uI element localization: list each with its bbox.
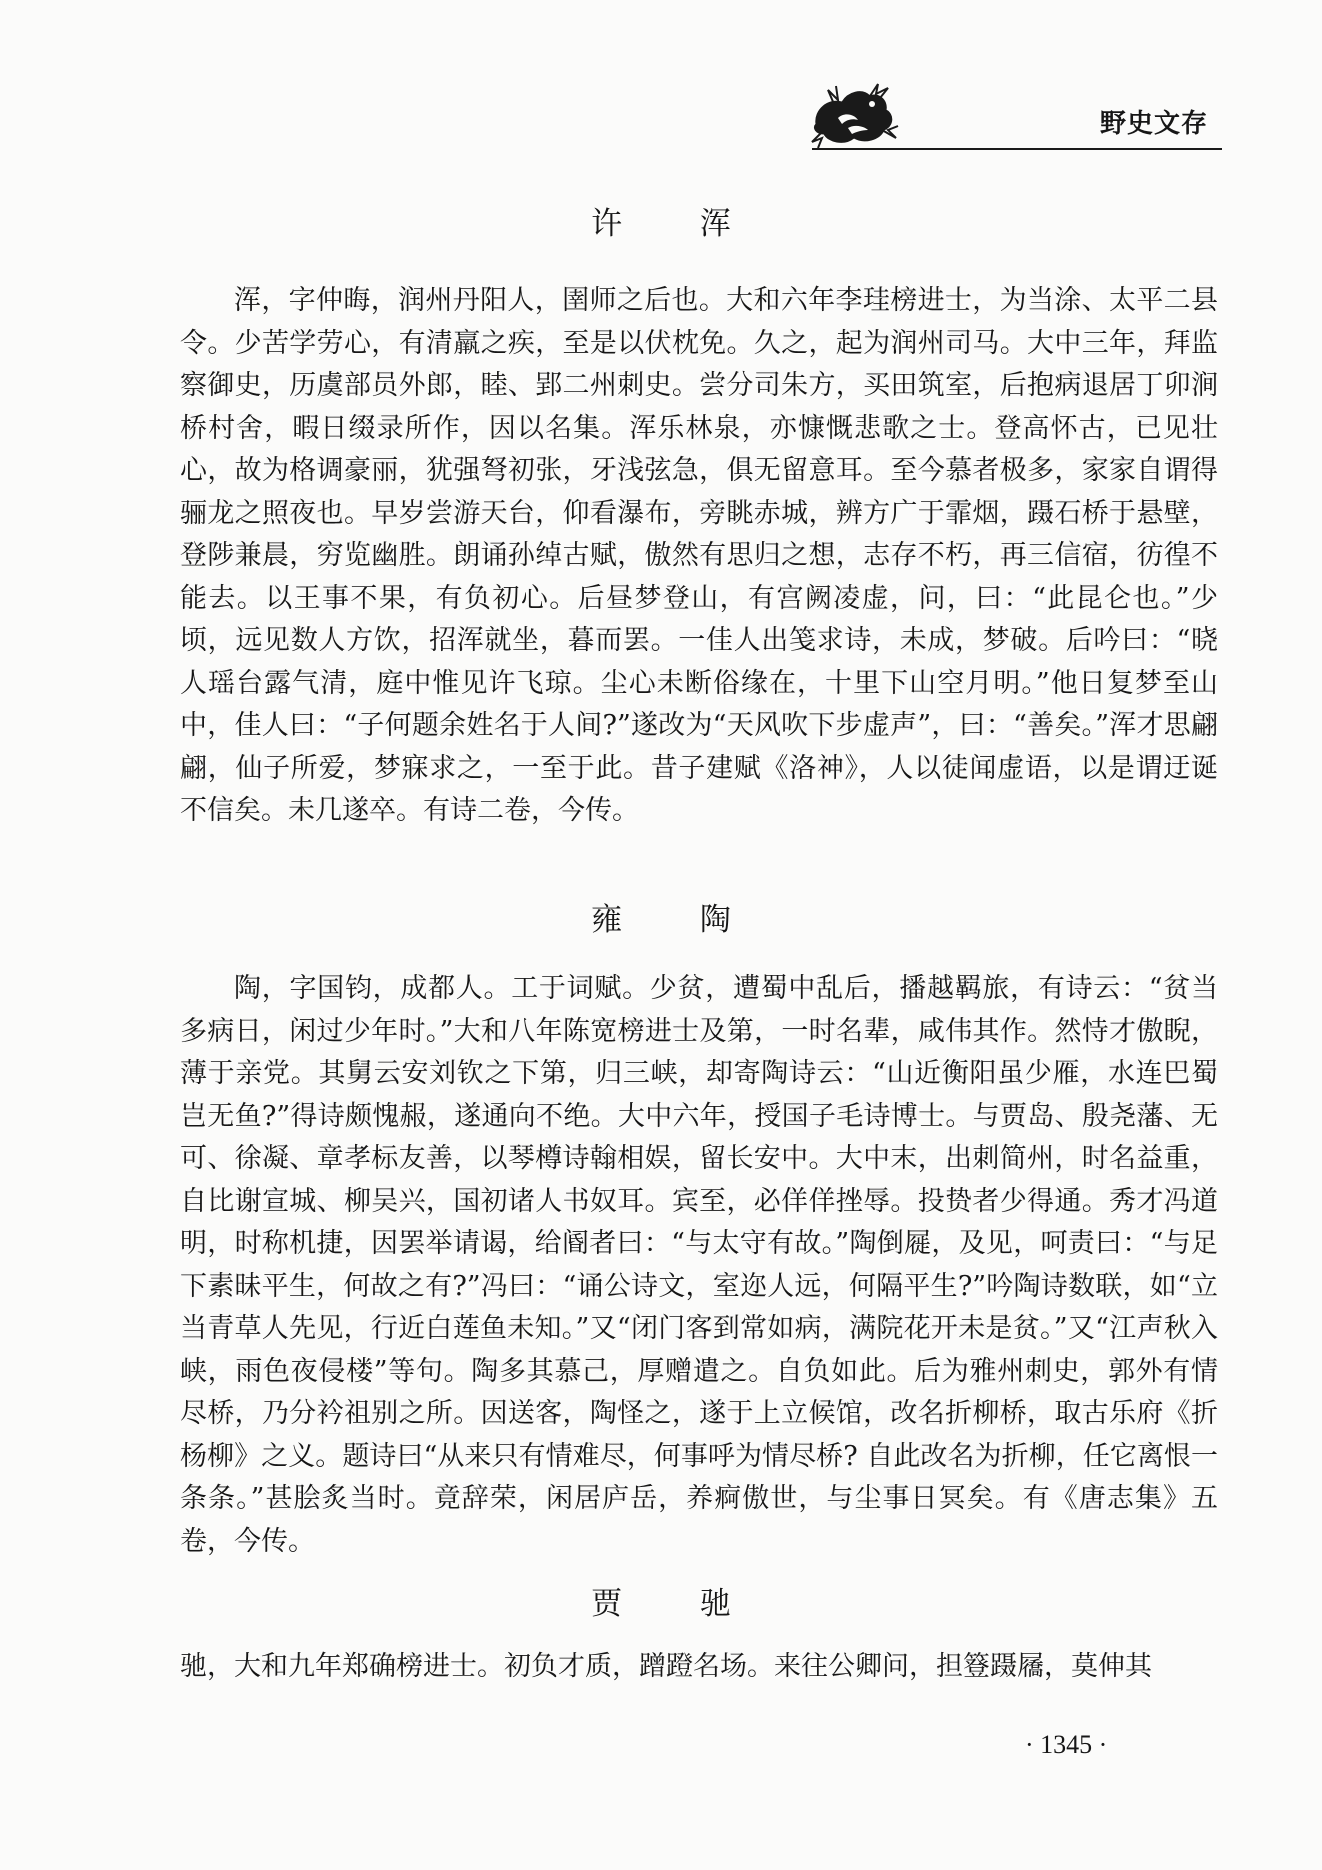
header-rule xyxy=(812,148,1222,150)
paragraph: 陶，字国钧，成都人。工于词赋。少贫，遭蜀中乱后，播越羁旅，有诗云：“贫当多病日，闲过少年时。”大和八年陈宽榜进士及第，一时名辈，咸伟其作。然恃才傲睨，薄于亲党。其舅云安刘钦之下第，归三峡，却寄陶诗云：“山近衡阳虽少雁，水连巴蜀岂无鱼?”得诗颇愧赧，遂通向不绝。大中六年，授国子毛诗博士。与贾岛、殷尧藩、无可、徐凝、章孝标友善，以琴樽诗翰相娱，留长安中。大中末，出刺简州，时名益重，自比谢宣城、柳吴兴，国初诸人书奴耳。宾至，必佯佯挫辱。投贽者少得通。秀才冯道明，时称机捷，因罢举请谒，给阍者曰：“与太守有故。”陶倒屣，及见，呵责曰：“与足下素昧平生，何故之有?”冯曰：“诵公诗文，室迩人远，何隔平生?”吟陶诗数联，如“立当青草人先见，行近白莲鱼未知。”又“闭门客到常如病，满院花开未是贫。”又“江声秋入峡，雨色夜侵楼”等句。陶多其慕己，厚赠遣之。自负如此。后为雅州刺史，郭外有情尽桥，乃分衿祖别之所。因送客，陶怪之，遂于上立候馆，改名折柳桥，取古乐府《折杨柳》之义。题诗曰“从来只有情难尽，何事呼为情尽桥? 自此改名为折柳，任它离恨一条条。”甚脍炙当时。竟辞荣，闲居庐岳，养痾傲世，与尘事日冥矣。有《唐志集》五卷，今传。 xyxy=(180,973,1218,1557)
series-name: 野史文存 xyxy=(1100,109,1209,139)
section-body xyxy=(180,280,1218,833)
page-number: · 1345 · xyxy=(1025,1730,1108,1759)
dragon-emblem-icon xyxy=(808,80,900,150)
section-body xyxy=(180,968,1218,1563)
paragraph: 浑，字仲晦，润州丹阳人，圉师之后也。大和六年李珪榜进士，为当涂、太平二县令。少苦学劳心，有清羸之疾，至是以伏枕免。久之，起为润州司马。大中三年，拜监察御史，历虞部员外郎，睦、郢二州刺史。尝分司朱方，买田筑室，后抱病退居丁卯涧桥村舍，暇日缀录所作，因以名集。浑乐林泉，亦慷慨悲歌之士。登高怀古，已见壮心，故为格调豪丽，犹强弩初张，牙浅弦急，俱无留意耳。至今慕者极多，家家自谓得骊龙之照夜也。早岁尝游天台，仰看瀑布，旁眺赤城，辨方广于霏烟，蹑石桥于悬壁，登陟兼晨，穷览幽胜。朗诵孙绰古赋，傲然有思归之想，志存不朽，再三信宿，彷徨不能去。以王事不果，有负初心。后昼梦登山，有宫阙凌虚，问，曰：“此昆仑也。”少顷，远见数人方饮，招浑就坐，暮而罢。一佳人出笺求诗，未成，梦破。后吟曰：“晓人瑶台露气清，庭中惟见许飞琼。尘心未断俗缘在，十里下山空月明。”他日复梦至山中，佳人曰：“子何题余姓名于人间?”遂改为“天风吹下步虚声”，曰：“善矣。”浑才思翩翩，仙子所爱，梦寐求之，一至于此。昔子建赋《洛神》，人以徒闻虚语，以是谓迂诞不信矣。未几遂卒。有诗二卷，今传。 xyxy=(180,285,1218,826)
section-title: 雍 陶 xyxy=(591,902,765,938)
section-title: 许 浑 xyxy=(591,206,765,242)
section-body xyxy=(180,1646,1218,1689)
paragraph: 驰，大和九年郑确榜进士。初负才质，蹭蹬名场。来往公卿问，担簦蹑屩，莫伸其 xyxy=(180,1651,1152,1682)
section-title: 贾 驰 xyxy=(591,1586,765,1622)
